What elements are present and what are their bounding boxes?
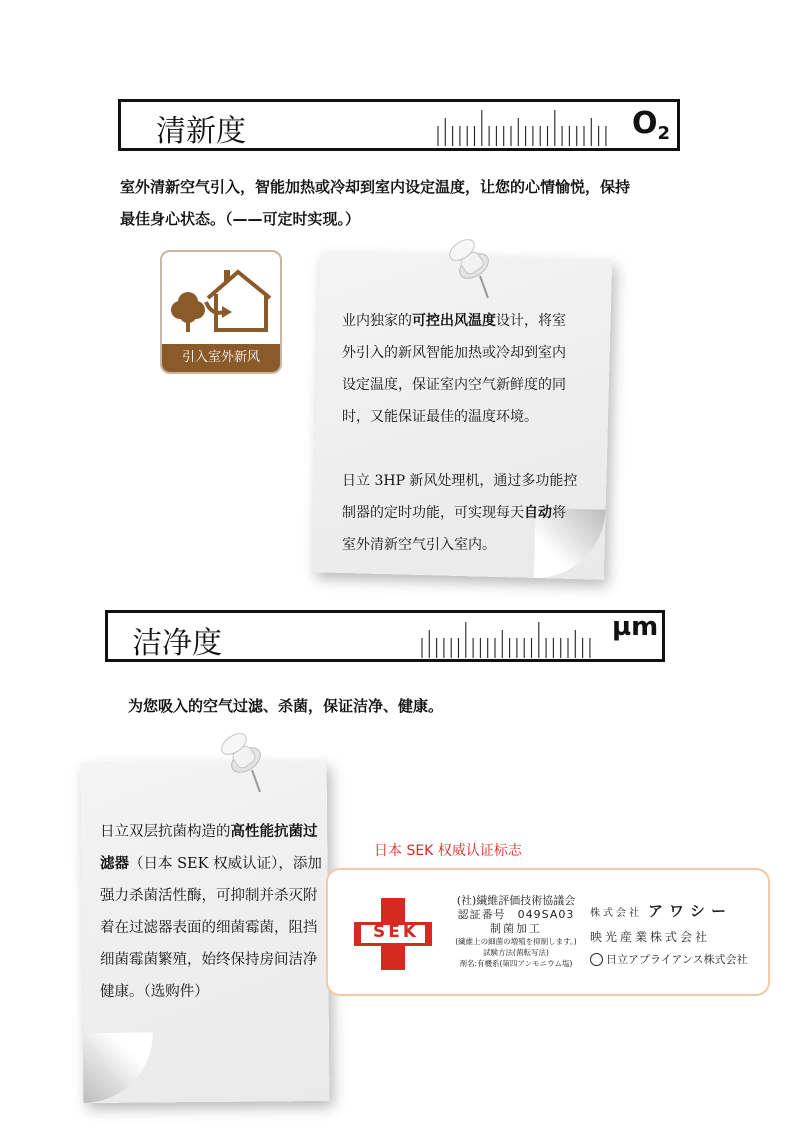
sek-company-1 — [590, 900, 766, 925]
fresh-air-badge — [160, 250, 282, 374]
note1-paragraph1 — [342, 305, 578, 433]
micron-unit: µm — [612, 612, 659, 642]
note1-text — [342, 305, 578, 561]
intro-line: 室外清新空气引入，智能加热或冷却到室内设定温度，让您的心情愉悦，保持 — [120, 178, 631, 196]
text-span: 日立双层抗菌构造的 — [100, 824, 231, 840]
sek-company-3 — [590, 949, 766, 971]
sek-caption: 日本 SEK 权威认证标志 — [374, 843, 522, 859]
sek-right-text — [590, 900, 766, 971]
sek-company-2: 映光産業株式会社 — [590, 930, 711, 944]
oxygen-unit — [632, 106, 671, 144]
text-span: 日立 3HP 新风处理机，通过多功能控制器的定时功能，可实现每天 — [342, 473, 578, 521]
sek-test-method: 試験方法(菌転写法) — [483, 948, 549, 957]
sek-cert-number: 認証番号 049SA03 — [457, 908, 575, 921]
push-pin-icon — [440, 236, 500, 308]
highlight-text: 高性能抗菌过滤器 — [100, 824, 318, 872]
sek-note: (繊維上の細菌の増殖を抑制します。) — [455, 937, 577, 946]
note2-text — [100, 816, 322, 1008]
unit-main: O — [632, 106, 658, 141]
intro-line: 最佳身心状态。（——可定时实现。） — [120, 210, 361, 228]
ruler-decoration — [420, 618, 600, 660]
page-curl — [83, 1032, 154, 1103]
section1-title: 清新度 — [156, 114, 246, 149]
section2-intro: 为您吸入的空气过滤、杀菌，保证洁净、健康。 — [128, 697, 444, 715]
section1-intro — [120, 171, 680, 235]
highlight-text: 可控出风温度 — [412, 313, 496, 329]
text-span: （日本 SEK 权威认证），添加强力杀菌活性酶，可抑制并杀灭附着在过滤器表面的细菌霉菌，阻挡细菌霉菌繁殖，始终保持房间洁净健康。（选购件） — [100, 856, 322, 1000]
text-span: 设计，将室外引入的新风智能加热或冷却到室内设定温度，保证室内空气新鲜度的同时，又能保证最佳的温度环境。 — [342, 313, 566, 425]
unit-sub: 2 — [657, 123, 671, 144]
company-name: 日立アプライアンス株式会社 — [606, 953, 748, 966]
push-pin-icon — [212, 730, 272, 802]
company-brand: アワシー — [648, 902, 733, 920]
hitachi-logo-icon — [590, 953, 603, 966]
sek-agent: 剤名:有機系(第四アンモニウム塩) — [459, 959, 573, 968]
sek-process: 制菌加工 — [490, 922, 542, 935]
note1-paragraph2 — [342, 465, 578, 561]
sek-association: (社)繊維評価技術協議会 — [456, 894, 576, 907]
ruler-decoration — [436, 106, 616, 148]
house-tree-icon — [162, 252, 280, 344]
text-span: 将室外清新空气引入室内。 — [342, 505, 566, 553]
section2-title: 洁净度 — [132, 626, 222, 661]
highlight-text: 自动 — [524, 505, 552, 521]
badge-label: 引入室外新风 — [162, 344, 280, 372]
company-prefix: 株式会社 — [590, 908, 642, 919]
paragraph-gap — [342, 433, 578, 465]
sek-logo-text: SEK — [372, 922, 420, 942]
sek-middle-text — [446, 894, 586, 969]
text-span: 业内独家的 — [342, 313, 412, 329]
sek-certification-panel — [326, 868, 770, 996]
